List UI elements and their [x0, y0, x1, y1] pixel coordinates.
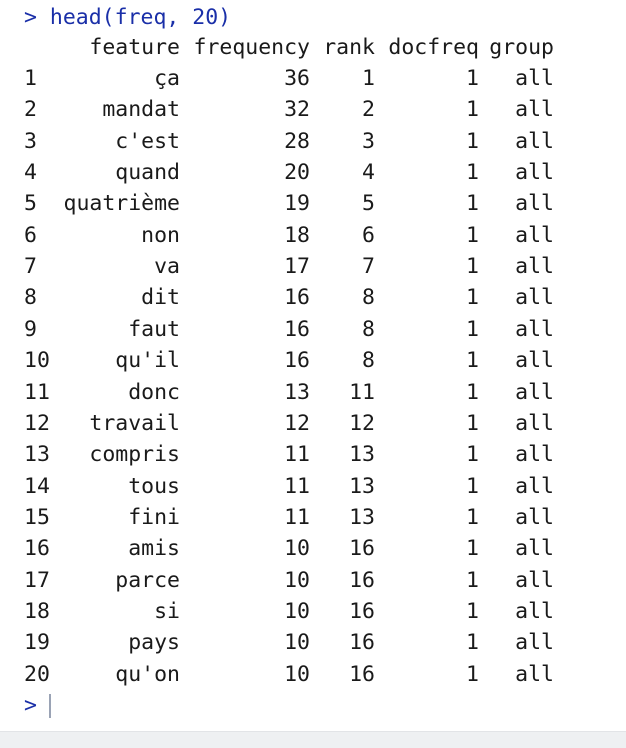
cell-group: all [515, 661, 554, 687]
cell-feature: compris [89, 442, 180, 468]
table-row [0, 471, 626, 502]
cell-rank: 3 [362, 128, 375, 154]
table-row [0, 345, 626, 376]
cell-group: all [515, 254, 554, 280]
cell-docfreq: 1 [466, 191, 479, 217]
cell-frequency: 32 [284, 97, 310, 123]
row-index: 12 [24, 410, 50, 436]
cell-group: all [515, 128, 554, 154]
table-row [0, 314, 626, 345]
console-bottom-edge [0, 731, 626, 748]
cell-rank: 16 [349, 598, 375, 624]
row-index: 5 [24, 191, 37, 217]
table-row [0, 126, 626, 157]
cell-feature: amis [128, 536, 180, 562]
cell-feature: si [154, 598, 180, 624]
cell-rank: 16 [349, 567, 375, 593]
cell-frequency: 10 [284, 598, 310, 624]
cell-group: all [515, 598, 554, 624]
cell-group: all [515, 410, 554, 436]
cell-group: all [515, 630, 554, 656]
cell-docfreq: 1 [466, 128, 479, 154]
cell-rank: 7 [362, 254, 375, 280]
table-row [0, 659, 626, 690]
cell-docfreq: 1 [466, 661, 479, 687]
cell-group: all [515, 536, 554, 562]
cell-rank: 8 [362, 285, 375, 311]
cell-feature: c'est [115, 128, 180, 154]
cell-docfreq: 1 [466, 567, 479, 593]
cell-frequency: 16 [284, 285, 310, 311]
cell-rank: 8 [362, 316, 375, 342]
table-row [0, 627, 626, 658]
table-row [0, 63, 626, 94]
table-row [0, 188, 626, 219]
table-row [0, 502, 626, 533]
cell-frequency: 10 [284, 536, 310, 562]
cell-feature: tous [128, 473, 180, 499]
cell-frequency: 11 [284, 442, 310, 468]
row-index: 14 [24, 473, 50, 499]
cell-feature: donc [128, 379, 180, 405]
cell-docfreq: 1 [466, 222, 479, 248]
cell-group: all [515, 222, 554, 248]
table-row [0, 533, 626, 564]
cell-group: all [515, 473, 554, 499]
table-row [0, 157, 626, 188]
cell-rank: 11 [349, 379, 375, 405]
column-header-group: group [489, 35, 554, 60]
cell-docfreq: 1 [466, 473, 479, 499]
column-header-frequency: frequency [193, 35, 310, 60]
table-row [0, 282, 626, 313]
prompt-symbol: > [24, 5, 37, 30]
row-index: 15 [24, 504, 50, 530]
column-header-docfreq: docfreq [388, 35, 479, 60]
cell-frequency: 28 [284, 128, 310, 154]
cell-frequency: 13 [284, 379, 310, 405]
cell-frequency: 11 [284, 473, 310, 499]
cell-docfreq: 1 [466, 442, 479, 468]
table-row [0, 408, 626, 439]
cell-group: all [515, 191, 554, 217]
cell-group: all [515, 316, 554, 342]
row-index: 2 [24, 97, 37, 123]
row-index: 19 [24, 630, 50, 656]
cell-rank: 8 [362, 348, 375, 374]
command-line [24, 2, 231, 33]
cell-feature: parce [115, 567, 180, 593]
cell-rank: 6 [362, 222, 375, 248]
cell-docfreq: 1 [466, 536, 479, 562]
cell-group: all [515, 504, 554, 530]
row-index: 7 [24, 254, 37, 280]
cell-docfreq: 1 [466, 598, 479, 624]
cell-rank: 1 [362, 66, 375, 91]
cell-rank: 16 [349, 661, 375, 687]
cell-frequency: 16 [284, 316, 310, 342]
cell-frequency: 10 [284, 630, 310, 656]
table-header [0, 32, 626, 63]
column-header-feature: feature [89, 35, 180, 60]
input-prompt-line[interactable] [24, 690, 51, 721]
row-index: 4 [24, 160, 37, 186]
cell-feature: pays [128, 630, 180, 656]
row-index: 20 [24, 661, 50, 687]
row-index: 13 [24, 442, 50, 468]
table-row [0, 565, 626, 596]
cell-group: all [515, 442, 554, 468]
cell-feature: quand [115, 160, 180, 186]
row-index: 3 [24, 128, 37, 154]
cell-frequency: 19 [284, 191, 310, 217]
cell-docfreq: 1 [466, 160, 479, 186]
cell-rank: 12 [349, 410, 375, 436]
cell-feature: ça [154, 66, 180, 91]
column-header-rank: rank [323, 35, 375, 60]
cell-group: all [515, 285, 554, 311]
cell-feature: quatrième [63, 191, 180, 217]
cell-group: all [515, 66, 554, 91]
table-row [0, 94, 626, 125]
prompt-symbol: > [24, 693, 37, 718]
cell-docfreq: 1 [466, 97, 479, 123]
cell-docfreq: 1 [466, 285, 479, 311]
cell-docfreq: 1 [466, 410, 479, 436]
cell-rank: 4 [362, 160, 375, 186]
cell-group: all [515, 160, 554, 186]
cell-rank: 13 [349, 442, 375, 468]
cell-group: all [515, 379, 554, 405]
cell-docfreq: 1 [466, 348, 479, 374]
cell-rank: 2 [362, 97, 375, 123]
cell-docfreq: 1 [466, 316, 479, 342]
command-text: head(freq, 20) [49, 5, 232, 30]
cell-frequency: 10 [284, 661, 310, 687]
cell-feature: mandat [102, 97, 180, 123]
cell-frequency: 17 [284, 254, 310, 280]
table-row [0, 596, 626, 627]
cell-feature: faut [128, 316, 180, 342]
cell-group: all [515, 567, 554, 593]
table-row [0, 377, 626, 408]
row-index: 10 [24, 348, 50, 374]
cell-rank: 5 [362, 191, 375, 217]
cell-docfreq: 1 [466, 254, 479, 280]
cell-frequency: 12 [284, 410, 310, 436]
row-index: 8 [24, 285, 37, 311]
table-row [0, 220, 626, 251]
cell-rank: 13 [349, 473, 375, 499]
cell-docfreq: 1 [466, 66, 479, 91]
row-index: 17 [24, 567, 50, 593]
cell-docfreq: 1 [466, 379, 479, 405]
row-index: 9 [24, 316, 37, 342]
cell-frequency: 10 [284, 567, 310, 593]
cell-frequency: 11 [284, 504, 310, 530]
row-index: 18 [24, 598, 50, 624]
row-index: 1 [24, 66, 37, 91]
cell-feature: qu'on [115, 661, 180, 687]
cell-docfreq: 1 [466, 504, 479, 530]
cell-feature: qu'il [115, 348, 180, 374]
cell-rank: 13 [349, 504, 375, 530]
cell-frequency: 16 [284, 348, 310, 374]
row-index: 11 [24, 379, 50, 405]
table-row [0, 251, 626, 282]
cell-rank: 16 [349, 536, 375, 562]
cell-group: all [515, 348, 554, 374]
cell-group: all [515, 97, 554, 123]
cell-feature: travail [89, 410, 180, 436]
cell-rank: 16 [349, 630, 375, 656]
cell-feature: non [141, 222, 180, 248]
cell-feature: dit [141, 285, 180, 311]
cell-frequency: 36 [284, 66, 310, 91]
row-index: 16 [24, 536, 50, 562]
cell-frequency: 18 [284, 222, 310, 248]
cell-feature: va [154, 254, 180, 280]
cell-docfreq: 1 [466, 630, 479, 656]
text-cursor [49, 694, 51, 718]
table-row [0, 439, 626, 470]
cell-frequency: 20 [284, 160, 310, 186]
row-index: 6 [24, 222, 37, 248]
cell-feature: fini [128, 504, 180, 530]
